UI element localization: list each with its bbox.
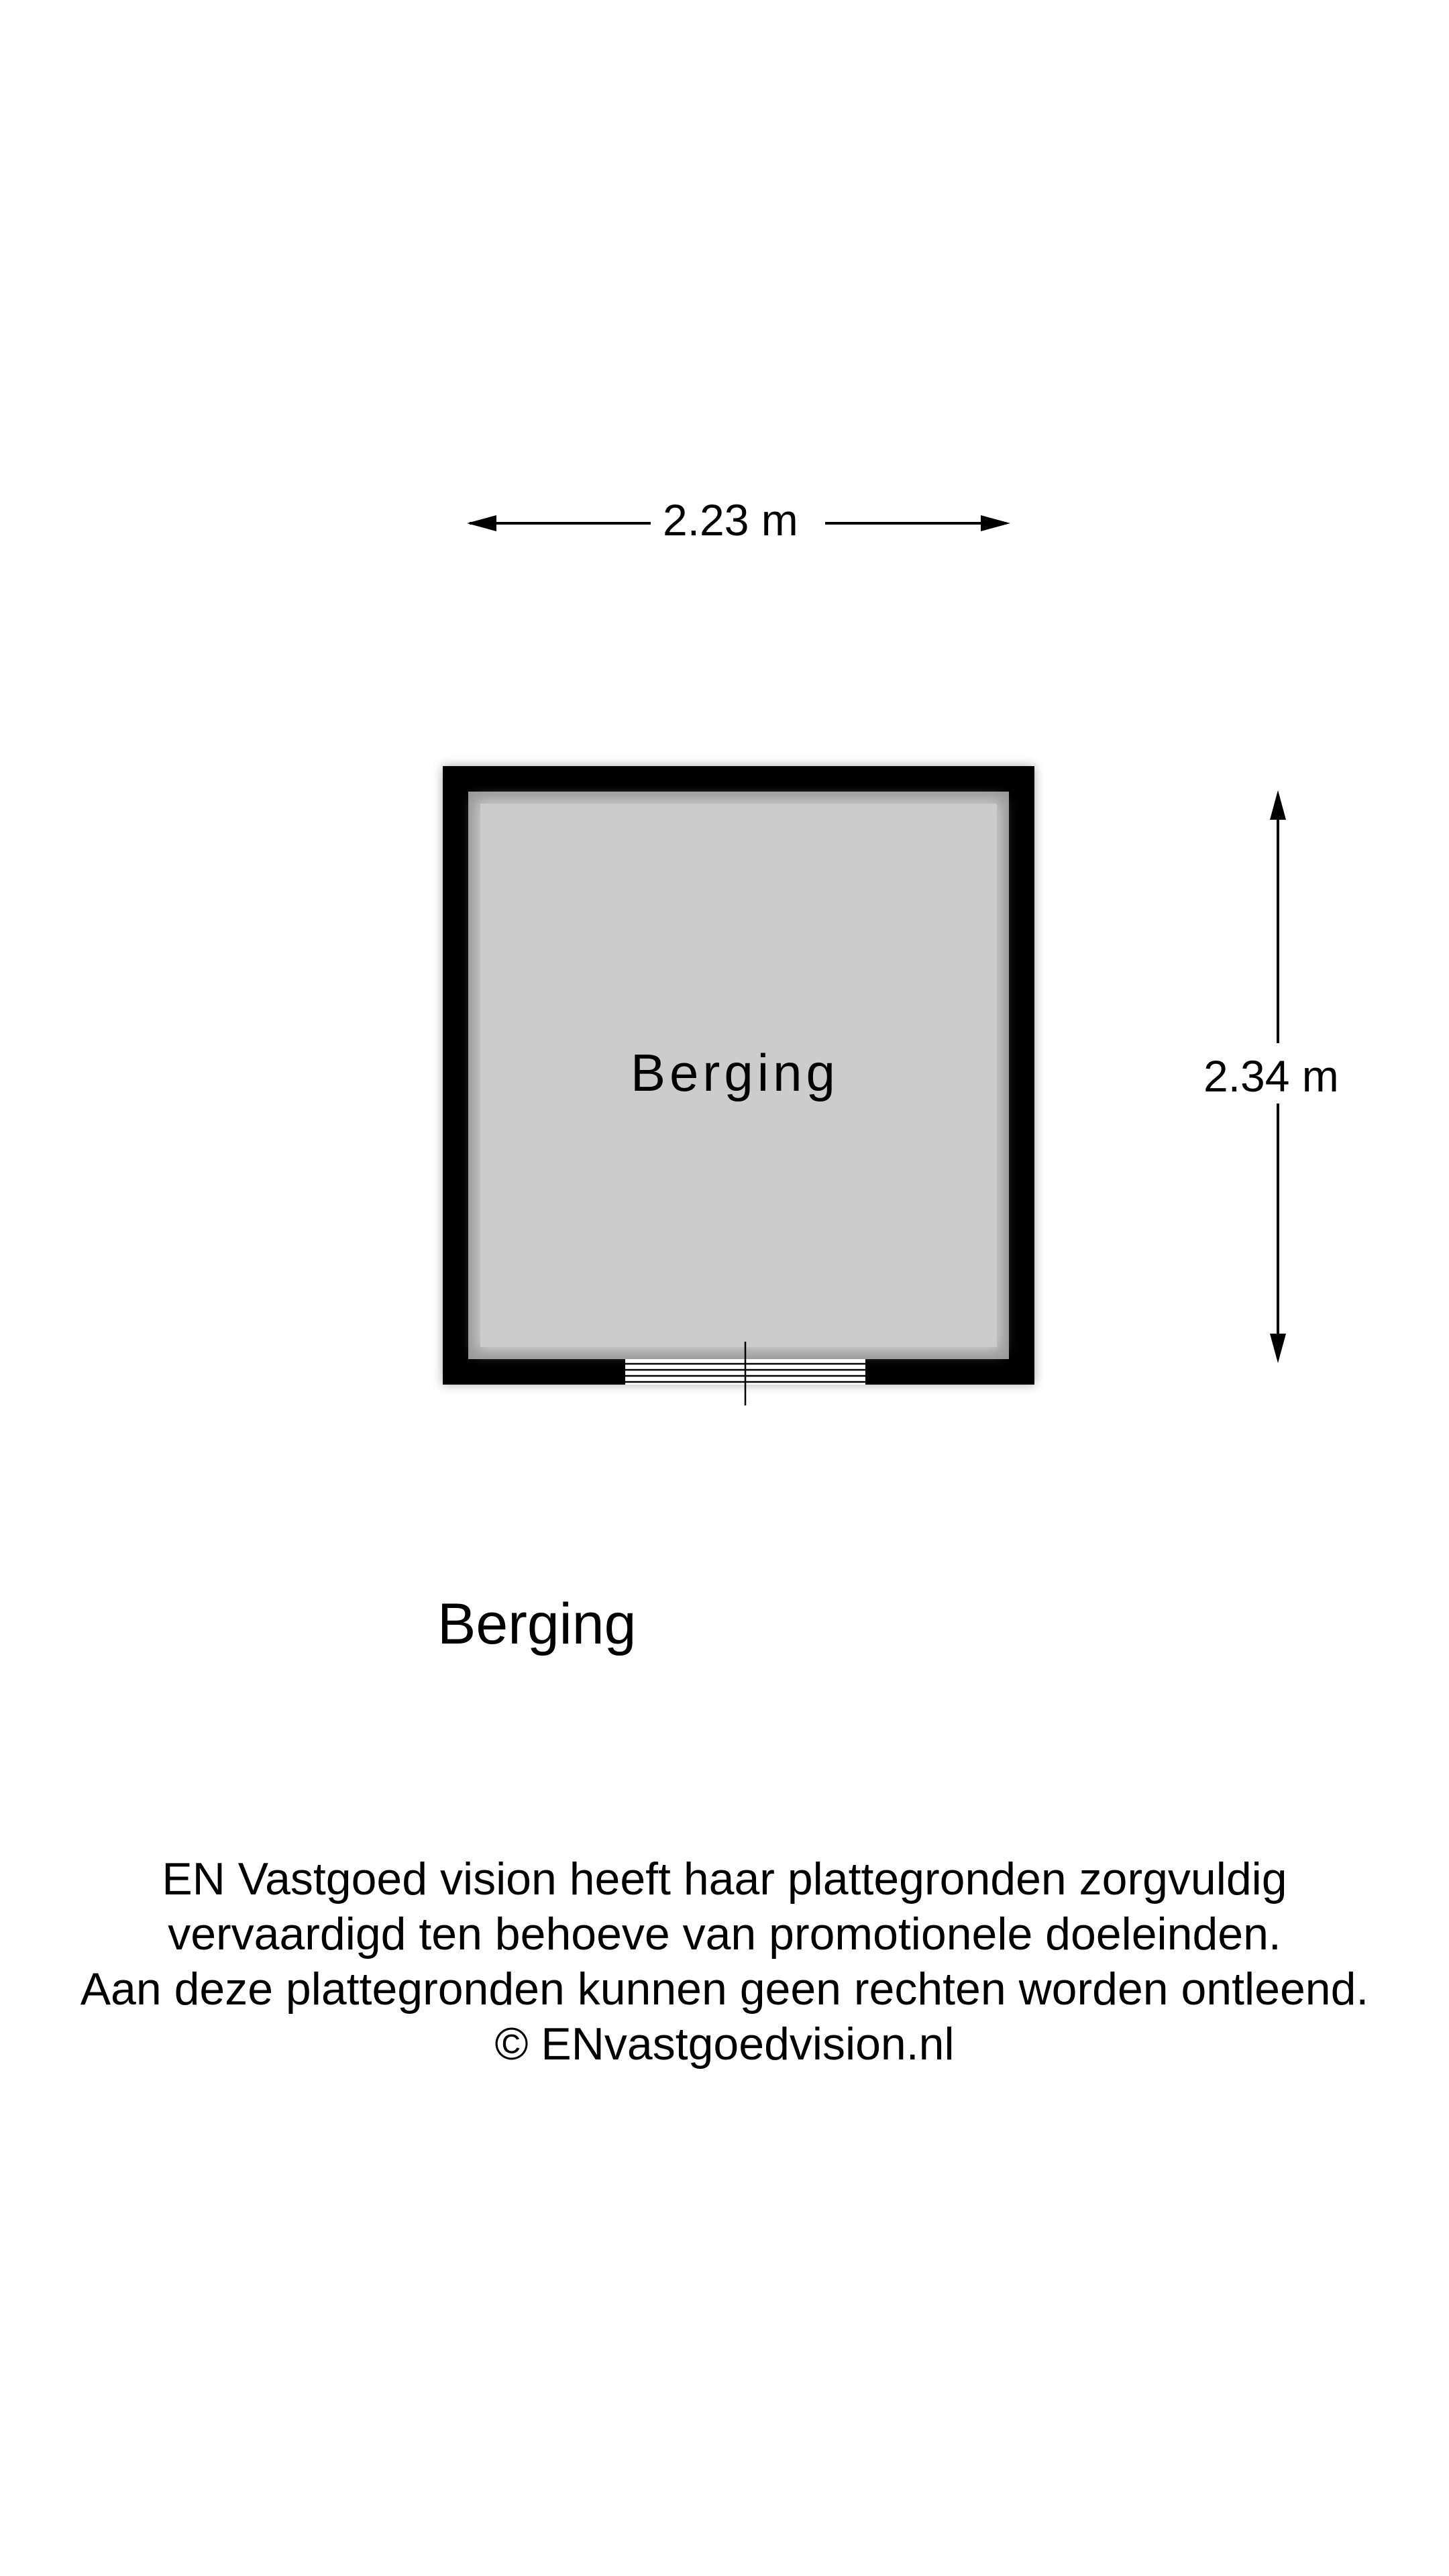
width-dimension-label: 2.23 m [660, 498, 801, 542]
height-dimension-label: 2.34 m [1201, 1054, 1342, 1098]
disclaimer-line: Aan deze plattegronden kunnen geen rechten worden ontleend. [80, 1964, 1369, 2015]
arrow-down-icon [1270, 1334, 1286, 1363]
floor-title: Berging [437, 1592, 637, 1656]
disclaimer-line: EN Vastgoed vision heeft haar plattegronden zorgvuldig [162, 1854, 1287, 1904]
arrow-up-icon [1270, 790, 1286, 820]
room-label: Berging [631, 1043, 839, 1102]
disclaimer [0, 1851, 1449, 2072]
arrow-right-icon [981, 515, 1010, 531]
disclaimer-line: vervaardigd ten behoeve van promotionele doeleinden. [168, 1909, 1281, 1960]
arrow-left-icon [467, 515, 496, 531]
copyright-line: © ENvastgoedvision.nl [494, 2019, 955, 2070]
